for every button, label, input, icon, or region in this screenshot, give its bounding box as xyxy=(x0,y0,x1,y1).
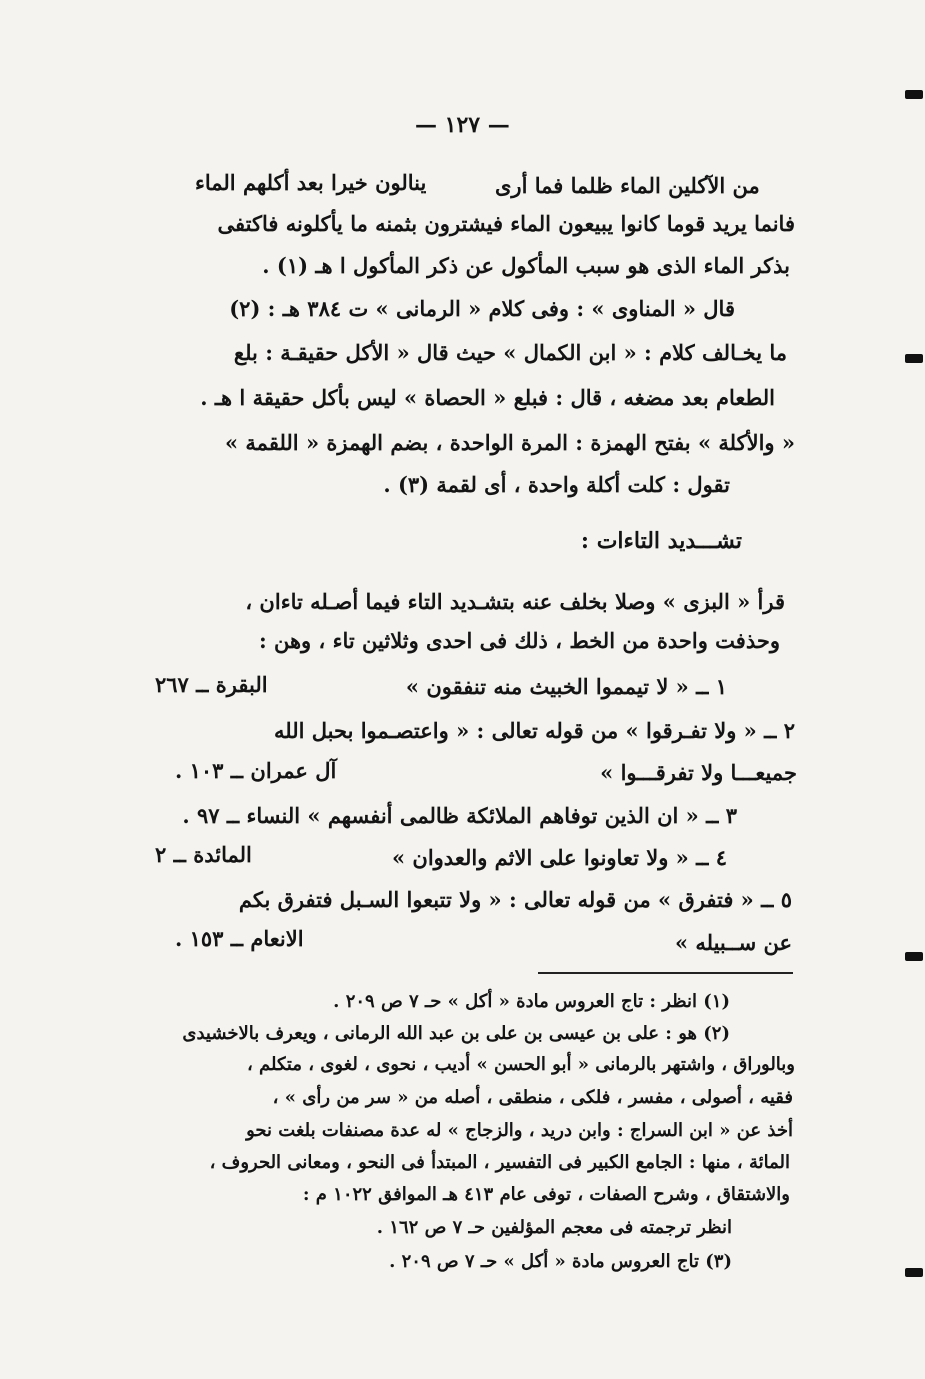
poem-hemistich-left: من الآكلين الماء ظلما فما أرى xyxy=(495,173,760,198)
item-4-ref: المائدة ــ ٢ xyxy=(155,842,252,867)
item-1-ref: البقرة ــ ٢٦٧ xyxy=(155,672,268,697)
item-2b-text: جميعـــا ولا تفرقـــوا » xyxy=(600,760,797,785)
body-line-4: ما يخـالف كلام : « ابن الكمال » حيث قال « الأكل حقيقـة : بلع xyxy=(233,340,787,365)
footnote-2-line-7: انظر ترجمته فى معجم المؤلفين حـ ٧ ص ١٦٢ . xyxy=(376,1217,732,1238)
body-line-7: تقول : كلت أكلة واحدة ، أى لقمة (٣) . xyxy=(383,472,730,497)
footnote-separator xyxy=(538,972,793,974)
poem-hemistich-right: ينالون خيرا بعد أكلهم الماء xyxy=(195,170,427,195)
footnote-2-line-3: فقيه ، أصولى ، مفسر ، فلكى ، منطقى ، أصله من « سر من رأى » ، xyxy=(272,1087,793,1108)
footnote-2-line-1: (٢) هو : على بن عيسى بن على بن عبد الله الرمانى ، ويعرف بالاخشيدى xyxy=(182,1023,730,1044)
section-heading: تشـــديد التاءات : xyxy=(580,528,742,554)
footnote-2-line-4: أخذ عن « ابن السراج : وابن دريد ، والزجاج » له عدة مصنفات بلغت نحو xyxy=(246,1120,793,1141)
item-5-text: ٥ ــ « فتفرق » من قوله تعالى : « ولا تتبعوا السـبل فتفرق بكم xyxy=(238,887,792,912)
item-5b-text: عن ســبيله » xyxy=(674,930,792,955)
item-2-text: ٢ ــ « ولا تفـرقوا » من قوله تعالى : « واعتصـموا بحبل الله xyxy=(274,718,795,743)
body-line-2: بذكر الماء الذى هو سبب المأكول عن ذكر المأكول ا هـ (١) . xyxy=(262,253,790,278)
footnote-3: (٣) تاج العروس مادة « أكل » حـ ٧ ص ٢٠٩ . xyxy=(389,1251,732,1272)
page-number: — ١٢٧ — xyxy=(415,112,510,138)
body-line-6: « والأكلة » بفتح الهمزة : المرة الواحدة ، بضم الهمزة « اللقمة » xyxy=(224,430,795,455)
body-line-3: قال « المناوى » : وفى كلام « الرمانى » ت ٣٨٤ هـ : (٢) xyxy=(229,296,735,321)
body-line-1: فانما يريد قوما كانوا يبيعون الماء فيشترون بثمنه ما يأكلونه فاكتفى xyxy=(217,211,795,236)
item-5b-ref: الانعام ــ ١٥٣ . xyxy=(175,926,304,951)
footnote-2-line-6: والاشتقاق ، وشرح الصفات ، توفى عام ٤١٣ هـ الموافق ١٠٢٢ م : xyxy=(302,1184,790,1205)
item-1-text: ١ ــ « لا تيمموا الخبيث منه تنفقون » xyxy=(405,674,727,699)
scan-edge-mark xyxy=(905,90,923,99)
item-2b-ref: آل عمران ــ ١٠٣ . xyxy=(175,758,337,783)
footnote-2-line-2: وبالوراق ، واشتهر بالرمانى « أبو الحسن » أديب ، نحوى ، لغوى ، متكلم ، xyxy=(246,1054,795,1075)
scan-edge-mark xyxy=(905,952,923,961)
footnote-1: (١) انظر : تاج العروس مادة « أكل » حـ ٧ ص ٢٠٩ . xyxy=(333,991,730,1012)
scan-edge-mark xyxy=(905,354,923,363)
item-3-text: ٣ ــ « ان الذين توفاهم الملائكة ظالمى أنفسهم » النساء ــ ٩٧ . xyxy=(182,803,737,828)
section-line-1: قرأ « البزى » وصلا بخلف عنه بتشـديد التاء فيما أصـله تاءان ، xyxy=(245,589,785,614)
footnote-2-line-5: المائة ، منها : الجامع الكبير فى التفسير ، المبتدأ فى النحو ، ومعانى الحروف ، xyxy=(209,1152,790,1173)
section-line-2: وحذفت واحدة من الخط ، ذلك فى احدى وثلاثين تاء ، وهن : xyxy=(258,628,780,653)
scan-edge-mark xyxy=(905,1268,923,1277)
body-line-5: الطعام بعد مضغه ، قال : فبلع « الحصاة » ليس بأكل حقيقة ا هـ . xyxy=(200,385,775,410)
item-4-text: ٤ ــ « ولا تعاونوا على الاثم والعدوان » xyxy=(391,845,727,870)
